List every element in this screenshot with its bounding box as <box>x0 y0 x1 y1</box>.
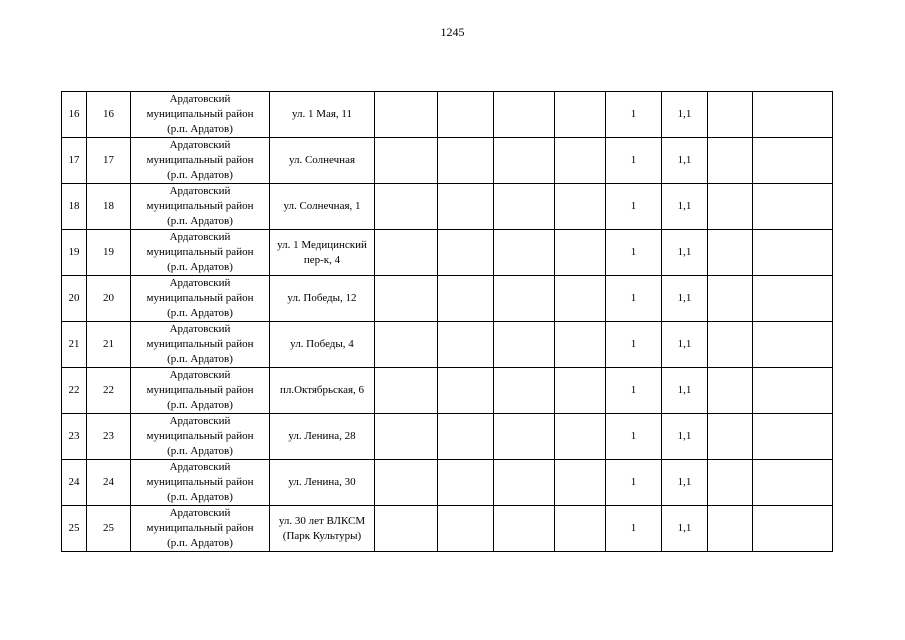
municipality-line: муниципальный район <box>146 384 254 396</box>
quantity-cell: 1 <box>606 138 662 184</box>
empty-cell <box>753 276 833 322</box>
address-line: ул. Ленина, 30 <box>288 476 356 488</box>
municipality-line: Ардатовский <box>169 369 231 381</box>
empty-cell <box>494 368 555 414</box>
row-number-cell: 23 <box>62 414 87 460</box>
table-row <box>62 322 833 368</box>
empty-cell <box>438 230 494 276</box>
address-line: ул. Победы, 12 <box>287 292 357 304</box>
municipality-line: муниципальный район <box>146 476 254 488</box>
municipality-line: муниципальный район <box>146 430 254 442</box>
row-index-cell: 24 <box>87 460 131 506</box>
empty-cell <box>438 322 494 368</box>
empty-cell <box>555 184 606 230</box>
municipality-line: (р.п. Ардатов) <box>167 123 233 135</box>
municipality-line: (р.п. Ардатов) <box>167 353 233 365</box>
empty-cell <box>555 276 606 322</box>
value-cell: 1,1 <box>662 460 708 506</box>
empty-cell <box>555 506 606 552</box>
empty-cell <box>753 322 833 368</box>
municipality-line: Ардатовский <box>169 507 231 519</box>
municipality-cell <box>131 506 270 552</box>
empty-cell <box>494 460 555 506</box>
municipality-cell <box>131 460 270 506</box>
quantity-cell: 1 <box>606 92 662 138</box>
address-line: (Парк Культуры) <box>282 529 362 542</box>
row-number-cell: 19 <box>62 230 87 276</box>
empty-cell <box>494 506 555 552</box>
address-cell <box>270 276 375 322</box>
row-number-cell: 25 <box>62 506 87 552</box>
empty-cell <box>438 184 494 230</box>
value-cell: 1,1 <box>662 506 708 552</box>
empty-cell <box>753 414 833 460</box>
table-row <box>62 506 833 552</box>
address-cell <box>270 184 375 230</box>
empty-cell <box>375 276 438 322</box>
table-row <box>62 276 833 322</box>
municipality-line: Ардатовский <box>169 323 231 335</box>
row-index-cell: 23 <box>87 414 131 460</box>
municipality-line: (р.п. Ардатов) <box>167 399 233 411</box>
empty-cell <box>494 276 555 322</box>
address-line: ул. Солнечная, 1 <box>283 200 361 212</box>
empty-cell <box>438 368 494 414</box>
municipality-line: (р.п. Ардатов) <box>167 261 233 273</box>
row-number-cell: 16 <box>62 92 87 138</box>
table-row <box>62 368 833 414</box>
row-index-cell: 18 <box>87 184 131 230</box>
empty-cell <box>708 230 753 276</box>
municipality-line: (р.п. Ардатов) <box>167 445 233 457</box>
address-cell <box>270 92 375 138</box>
value-cell: 1,1 <box>662 322 708 368</box>
table-row <box>62 230 833 276</box>
empty-cell <box>494 230 555 276</box>
municipality-cell <box>131 138 270 184</box>
municipality-cell <box>131 230 270 276</box>
address-line: ул. 1 Мая, 11 <box>291 108 353 120</box>
empty-cell <box>375 92 438 138</box>
empty-cell <box>708 368 753 414</box>
value-cell: 1,1 <box>662 230 708 276</box>
empty-cell <box>375 322 438 368</box>
table-row <box>62 184 833 230</box>
municipality-line: (р.п. Ардатов) <box>167 491 233 503</box>
empty-cell <box>438 506 494 552</box>
municipality-line: муниципальный район <box>146 200 254 212</box>
municipality-cell <box>131 92 270 138</box>
municipality-line: (р.п. Ардатов) <box>167 169 233 181</box>
empty-cell <box>708 92 753 138</box>
quantity-cell: 1 <box>606 230 662 276</box>
municipality-line: Ардатовский <box>169 231 231 243</box>
empty-cell <box>708 414 753 460</box>
address-cell <box>270 414 375 460</box>
municipality-line: Ардатовский <box>169 461 231 473</box>
municipality-line: муниципальный район <box>146 108 254 120</box>
table-row <box>62 414 833 460</box>
value-cell: 1,1 <box>662 184 708 230</box>
page-number: 1245 <box>440 25 465 39</box>
row-number-cell: 17 <box>62 138 87 184</box>
empty-cell <box>375 506 438 552</box>
row-index-cell: 20 <box>87 276 131 322</box>
empty-cell <box>753 230 833 276</box>
quantity-cell: 1 <box>606 460 662 506</box>
empty-cell <box>708 138 753 184</box>
empty-cell <box>555 92 606 138</box>
address-line: пл.Октябрьская, 6 <box>279 384 365 396</box>
row-number-cell: 21 <box>62 322 87 368</box>
empty-cell <box>494 92 555 138</box>
table-body <box>62 92 833 552</box>
address-line: ул. 1 Медицинский <box>277 238 367 251</box>
municipality-cell <box>131 322 270 368</box>
empty-cell <box>494 414 555 460</box>
row-index-cell: 22 <box>87 368 131 414</box>
row-index-cell: 19 <box>87 230 131 276</box>
address-line: пер-к, 4 <box>303 253 341 266</box>
address-line: ул. Ленина, 28 <box>288 430 356 442</box>
municipality-cell <box>131 184 270 230</box>
value-cell: 1,1 <box>662 414 708 460</box>
empty-cell <box>753 138 833 184</box>
municipality-line: Ардатовский <box>169 415 231 427</box>
empty-cell <box>438 92 494 138</box>
table-row <box>62 460 833 506</box>
municipality-line: (р.п. Ардатов) <box>167 215 233 227</box>
municipality-line: муниципальный район <box>146 292 254 304</box>
address-line: ул. Солнечная <box>288 154 356 166</box>
empty-cell <box>555 460 606 506</box>
address-cell <box>270 322 375 368</box>
quantity-cell: 1 <box>606 506 662 552</box>
empty-cell <box>753 506 833 552</box>
address-cell <box>270 460 375 506</box>
empty-cell <box>708 184 753 230</box>
value-cell: 1,1 <box>662 368 708 414</box>
municipality-line: муниципальный район <box>146 246 254 258</box>
empty-cell <box>438 460 494 506</box>
empty-cell <box>494 138 555 184</box>
row-index-cell: 16 <box>87 92 131 138</box>
empty-cell <box>753 92 833 138</box>
empty-cell <box>375 414 438 460</box>
empty-cell <box>438 414 494 460</box>
municipality-line: (р.п. Ардатов) <box>167 537 233 549</box>
empty-cell <box>753 184 833 230</box>
empty-cell <box>708 322 753 368</box>
municipality-cell <box>131 368 270 414</box>
municipality-line: муниципальный район <box>146 154 254 166</box>
quantity-cell: 1 <box>606 184 662 230</box>
empty-cell <box>375 230 438 276</box>
row-index-cell: 17 <box>87 138 131 184</box>
empty-cell <box>375 138 438 184</box>
empty-cell <box>555 322 606 368</box>
address-cell <box>270 506 375 552</box>
municipality-line: Ардатовский <box>169 93 231 105</box>
empty-cell <box>494 322 555 368</box>
empty-cell <box>555 138 606 184</box>
empty-cell <box>438 138 494 184</box>
address-cell <box>270 368 375 414</box>
row-number-cell: 22 <box>62 368 87 414</box>
quantity-cell: 1 <box>606 414 662 460</box>
empty-cell <box>375 460 438 506</box>
municipality-cell <box>131 276 270 322</box>
empty-cell <box>753 460 833 506</box>
empty-cell <box>555 230 606 276</box>
table-row <box>62 138 833 184</box>
municipality-line: Ардатовский <box>169 185 231 197</box>
empty-cell <box>708 460 753 506</box>
value-cell: 1,1 <box>662 92 708 138</box>
data-table <box>61 91 833 552</box>
municipality-cell <box>131 414 270 460</box>
row-number-cell: 18 <box>62 184 87 230</box>
row-number-cell: 20 <box>62 276 87 322</box>
municipality-line: (р.п. Ардатов) <box>167 307 233 319</box>
empty-cell <box>438 276 494 322</box>
municipality-line: Ардатовский <box>169 277 231 289</box>
quantity-cell: 1 <box>606 368 662 414</box>
municipality-line: муниципальный район <box>146 522 254 534</box>
quantity-cell: 1 <box>606 276 662 322</box>
empty-cell <box>708 506 753 552</box>
address-line: ул. 30 лет ВЛКСМ <box>278 514 366 527</box>
empty-cell <box>555 368 606 414</box>
quantity-cell: 1 <box>606 322 662 368</box>
address-cell <box>270 138 375 184</box>
municipality-line: Ардатовский <box>169 139 231 151</box>
empty-cell <box>375 184 438 230</box>
empty-cell <box>494 184 555 230</box>
municipality-line: муниципальный район <box>146 338 254 350</box>
value-cell: 1,1 <box>662 276 708 322</box>
row-number-cell: 24 <box>62 460 87 506</box>
address-line: ул. Победы, 4 <box>290 338 354 350</box>
row-index-cell: 25 <box>87 506 131 552</box>
empty-cell <box>375 368 438 414</box>
empty-cell <box>555 414 606 460</box>
table-row <box>62 92 833 138</box>
row-index-cell: 21 <box>87 322 131 368</box>
address-cell <box>270 230 375 276</box>
empty-cell <box>708 276 753 322</box>
value-cell: 1,1 <box>662 138 708 184</box>
empty-cell <box>753 368 833 414</box>
